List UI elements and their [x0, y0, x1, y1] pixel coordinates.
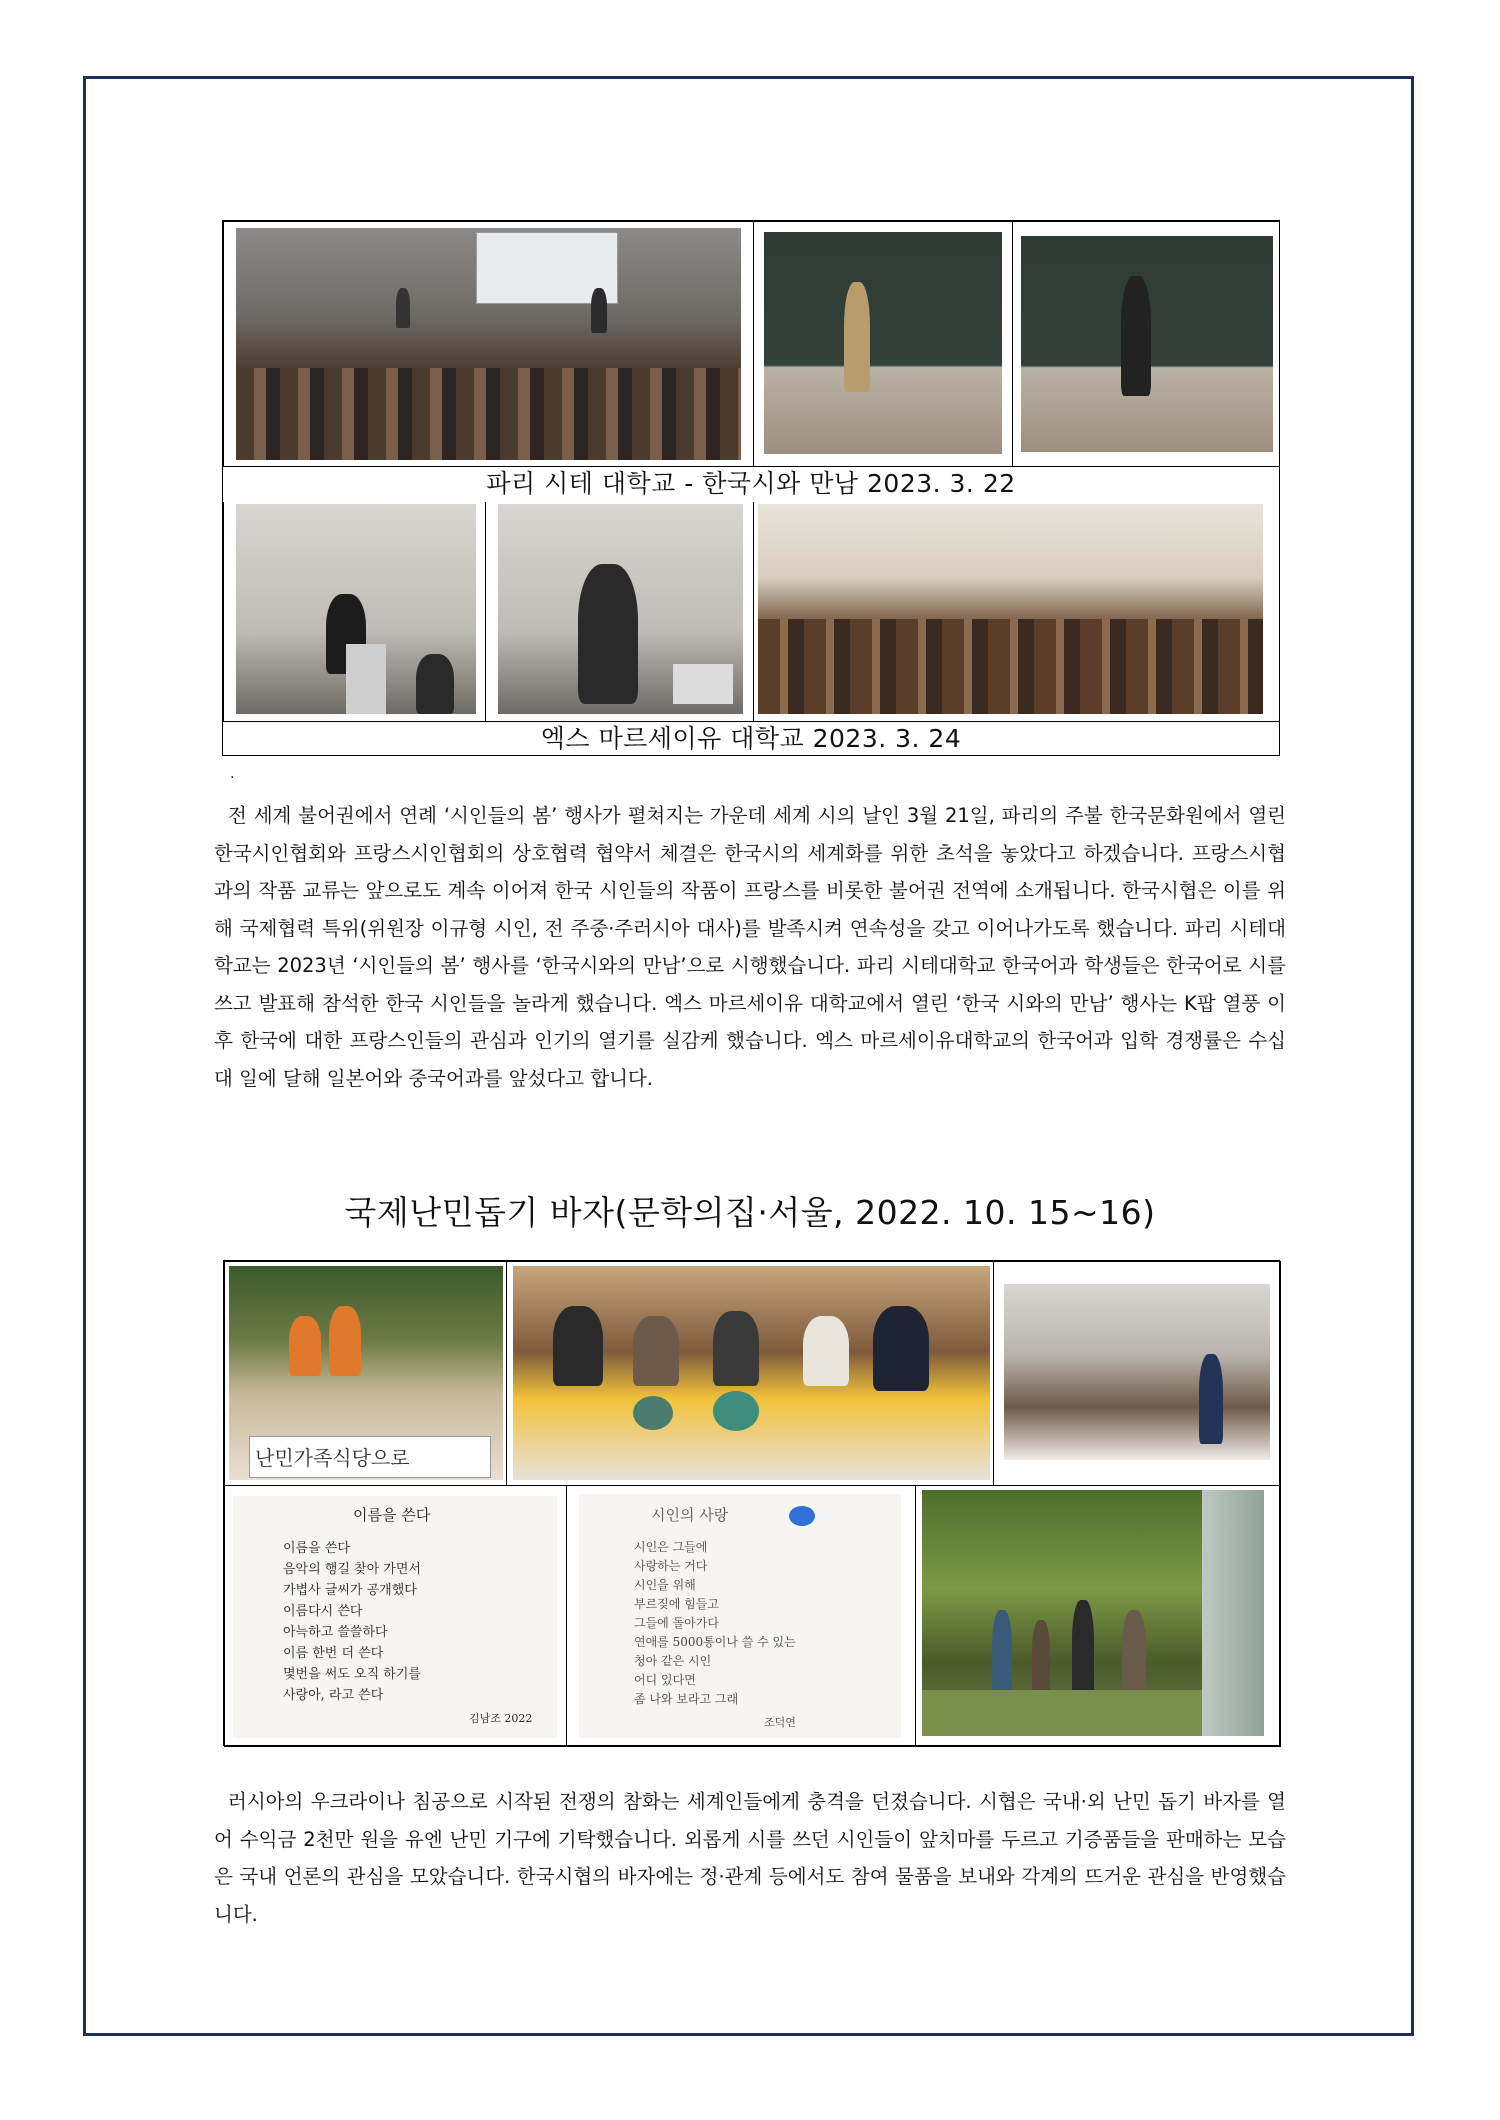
lecture-hall-photo [236, 228, 741, 460]
caption-paris: 파리 시테 대학교 - 한국시와 만남 2023. 3. 22 [223, 466, 1279, 503]
photo-cell [1012, 221, 1280, 467]
photo-cell [223, 221, 754, 467]
photo-cell [993, 1261, 1281, 1486]
paragraph-bazaar: 러시아의 우크라이나 침공으로 시작된 전쟁의 참화는 세계인들에게 충격을 던졌습니다. 시협은 국내·외 난민 돕기 바자를 열어 수익금 2천만 원을 유엔 난민 기구에 기탁했습니다. 외롭게 시를 쓰던 시인들이 앞치마를 두르고 기증품들을 판매하는 모습은 국내 언론의 관심을 모았습니다. 한국시협의 바자에는 정·관계 등에서도 참여 물품을 보내와 각계의 뜨거운 관심을 반영했습니다. [214, 1790, 1286, 1926]
student-reading-photo-1 [764, 232, 1002, 454]
photo-cell [224, 1261, 507, 1486]
banquet-table-photo [513, 1266, 990, 1480]
amphitheater-photo [758, 504, 1263, 714]
calligraphy-1-signature: 김남조 2022 [469, 1712, 533, 1725]
calligraphy-poem-2 [579, 1494, 901, 1738]
calligraphy-2-title: 시인의 사랑 [651, 1506, 729, 1524]
garden-bazaar-photo [922, 1490, 1264, 1736]
photo-table-france [222, 220, 1280, 756]
bazaar-hall-photo [1004, 1284, 1270, 1460]
banner-text: 난민가족식당으로 [255, 1446, 410, 1470]
calligraphy-poem-1 [233, 1496, 557, 1738]
photo-cell [485, 502, 754, 722]
stray-dot: · [230, 770, 235, 786]
paragraph-france: 전 세계 불어권에서 연례 ‘시인들의 봄’ 행사가 펼쳐지는 가운데 세계 시의 날인 3월 21일, 파리의 주불 한국문화원에서 열린 한국시인협회와 프랑스시인협회의 상호협력 협약서 체결은 한국시의 세계화를 위한 초석을 놓았다고 하겠습니다. 프랑스시협과의 작품 교류는 앞으로도 계속 이어져 한국 시인들의 작품이 프랑스를 비롯한 불어권 전역에 소개됩니다. 한국시협은 이를 위해 국제협력 특위(위원장 이규형 시인, 전 주중·주러시아 대사)를 발족시켜 연속성을 갖고 이어나가도록 했습니다. 파리 시테대학교는 2023년 ‘시인들의 봄’ 행사를 ‘한국시와의 만남’으로 시행했습니다. 파리 시테대학교 한국어과 학생들은 한국어로 시를 쓰고 발표해 참석한 한국 시인들을 놀라게 했습니다. 엑스 마르세이유 대학교에서 열린 ‘한국 시와의 만남’ 행사는 K팝 열풍 이후 한국에 대한 프랑스인들의 관심과 인기의 열기를 실감케 했습니다. 엑스 마르세이유대학교의 한국어과 입학 경쟁률은 수십 대 일에 달해 일본어와 중국어과를 앞섰다고 합니다. [214, 804, 1286, 1090]
photo-cell [753, 221, 1013, 467]
calligraphy-1-title: 이름을 쓴다 [353, 1506, 431, 1524]
photo-cell [915, 1485, 1281, 1747]
speaker-podium-photo [236, 504, 476, 714]
calligraphy-2-body: 시인은 그들에 사랑하는 거다 시인을 위해 부르짖에 힘들고 그들에 돌아가다 연애를 5000통이나 쓸 수 있는 청아 같은 시인 어디 있다면 좀 나와 보라고 그래 [634, 1540, 796, 1706]
caption-marseille: 엑스 마르세이유 대학교 2023. 3. 24 [223, 721, 1279, 756]
calligraphy-2-signature: 조덕연 [764, 1716, 796, 1729]
speaker-microphone-photo [498, 504, 743, 714]
photo-cell [224, 1485, 567, 1747]
calligraphy-1-body: 이름을 쓴다 음악의 행길 찾아 가면서 가볍사 글씨가 공개했다 이름다시 쓴다 아늑하고 쓸쓸하다 이름 한번 더 쓴다 몇번을 써도 오직 하기를 사랑아, 라고 쓴다 [283, 1541, 421, 1703]
photo-cell [223, 502, 486, 722]
student-reading-photo-2 [1021, 236, 1273, 452]
section-heading-bazaar: 국제난민돕기 바자(문학의집·서울, 2022. 10. 15~16) [344, 1193, 1156, 1232]
photo-cell [506, 1261, 994, 1486]
photo-cell [566, 1485, 916, 1747]
bazaar-stall-photo [229, 1266, 503, 1480]
photo-cell [753, 502, 1280, 722]
photo-table-bazaar [223, 1260, 1280, 1746]
